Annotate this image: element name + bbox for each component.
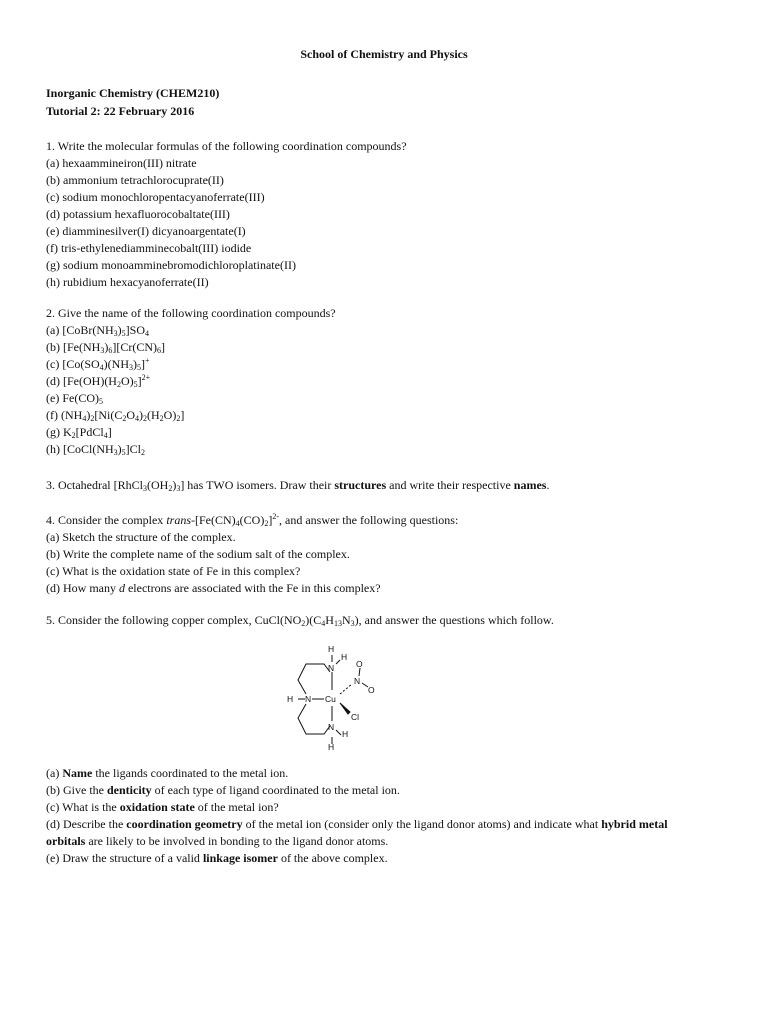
q1-item-a: (a) hexaammineiron(III) nitrate [46,156,197,170]
q5-item-d-line2 [46,835,388,847]
q5-d-bold-hybrid: hybrid metal [601,817,668,831]
bond-n-o-top [359,668,360,676]
q3-bold-names: names [513,478,547,492]
q4-d-italic: d [118,581,125,595]
q5-e-post: of the above complex. [277,851,388,865]
q5-d-pre: (d) Describe the [46,817,127,831]
q5-a-post: the ligands coordinated to the metal ion. [92,766,289,780]
q4-intro-b: $-[Fe(CN)_4(CO)_2]^{2-}$, and answer the following questions: [191,512,459,528]
q2-item-b: (b) $[Fe(NH_3)_6][Cr(CN)_6]$ [46,340,165,355]
q4-d-pre: (d) How many [46,581,119,595]
q5-d-bold-geometry: coordination geometry [126,817,243,831]
q5-c-pre: (c) What is the [46,800,120,814]
q3-part1: 3. Octahedral $[RhCl_3(OH_2)_3]$ has TWO isomers. Draw their [46,478,335,493]
label-h-top-right: H [341,652,348,662]
q1-item-c: (c) sodium monochloropentacyanoferrate(III) [46,190,265,204]
q2-item-a: (a) $[CoBr(NH_3)_5]SO_4$ [46,323,149,338]
q1-item-b: (b) ammonium tetrachlorocuprate(II) [46,173,224,187]
q2-item-e: (e) $Fe(CO)_5$ [46,391,103,406]
upper-ethylene-bridge [298,664,330,694]
q2-item-d: (d) $[Fe(OH)(H_2O)_5]^{2+}$ [46,373,151,389]
q4-item-b: (b) Write the complete name of the sodium salt of the complex. [46,547,350,561]
label-o-right: O [368,685,375,695]
q5-a-bold: Name [62,766,93,780]
bond-nbottom-h-right [336,730,341,735]
label-h-bottom: H [328,742,335,752]
wedge-bond-cu-cl [340,703,350,714]
q2-item-g: (g) $K_2[PdCl_4]$ [46,425,112,440]
q5-d-bold-orbitals: orbitals [46,834,86,848]
q5-item-e [46,852,388,864]
q5-item-c [46,801,279,813]
q4-item-d [46,582,381,594]
q5-b-post: of each type of ligand coordinated to the metal ion. [151,783,400,797]
q5-c-bold: oxidation state [119,800,195,814]
q5-d-post: are likely to be involved in bonding to the ligand donor atoms. [85,834,389,848]
q3-bold-structures: structures [334,478,387,492]
q1-item-h: (h) rubidium hexacyanoferrate(II) [46,275,209,289]
q5-item-b [46,784,400,796]
q5-a-pre: (a) [46,766,63,780]
label-h-left: H [287,694,294,704]
q3-text [46,479,549,491]
q5-e-pre: (e) Draw the structure of a valid [46,851,203,865]
copper-complex-structure [280,640,400,752]
q1-item-g: (g) sodium monoamminebromodichloroplatinate(II) [46,258,296,272]
q5-c-post: of the metal ion? [194,800,279,814]
q1-prompt: 1. Write the molecular formulas of the following coordination compounds? [46,139,407,153]
q2-item-f: (f) $(NH_4)_2[Ni(C_2O_4)_2(H_2O)_2]$ [46,408,185,423]
q5-item-a [46,767,288,779]
label-n-top: N [328,663,335,673]
lower-ethylene-bridge [298,704,330,734]
tutorial-date: Tutorial 2: 22 February 2016 [46,104,195,118]
label-h-top: H [328,644,335,654]
q4-item-a: (a) Sketch the structure of the complex. [46,530,236,544]
label-n-left: N [305,694,312,704]
q4-item-c: (c) What is the oxidation state of Fe in this complex? [46,564,301,578]
label-o-top: O [356,659,363,669]
q4-intro [46,514,458,526]
q5-intro: 5. Consider the following copper complex, $CuCl(NO_2)(C_4H_{13}N_3)$, and answer the questions which follow. [46,613,554,628]
q5-item-d-line1 [46,818,668,830]
q5-d-mid: of the metal ion (consider only the ligand donor atoms) and indicate what [242,817,602,831]
q1-item-e: (e) diamminesilver(I) dicyanoargentate(I) [46,224,246,238]
q1-item-d: (d) potassium hexafluorocobaltate(III) [46,207,230,221]
course-title: Inorganic Chemistry (CHEM210) [46,86,220,100]
label-n-bottom: N [328,722,335,732]
q3-part2: and write their respective [386,478,514,492]
q4-d-post: electrons are associated with the Fe in this complex? [124,581,381,595]
q5-b-bold: denticity [106,783,152,797]
label-n-nitro: N [354,676,361,686]
dashed-bond-cu-nitro [340,684,352,694]
q4-intro-a: 4. Consider the complex [46,513,167,527]
q2-prompt: 2. Give the name of the following coordination compounds? [46,306,336,320]
q2-item-c: (c) $[Co(SO_4)(NH_3)_5]^+$ [46,356,150,372]
label-cu: Cu [325,694,336,704]
label-h-bottom-right: H [342,729,349,739]
q3-part3: . [546,478,550,492]
bond-ntop-h-right [336,660,340,664]
q2-item-h: (h) $[CoCl(NH_3)_5]Cl_2$ [46,442,146,457]
label-cl: Cl [351,712,360,722]
q5-e-bold: linkage isomer [202,851,278,865]
q1-item-f: (f) tris-ethylenediamminecobalt(III) iodide [46,241,252,255]
school-title: School of Chemistry and Physics [300,47,468,61]
q4-intro-trans: trans [166,513,191,527]
q5-b-pre: (b) Give the [46,783,107,797]
